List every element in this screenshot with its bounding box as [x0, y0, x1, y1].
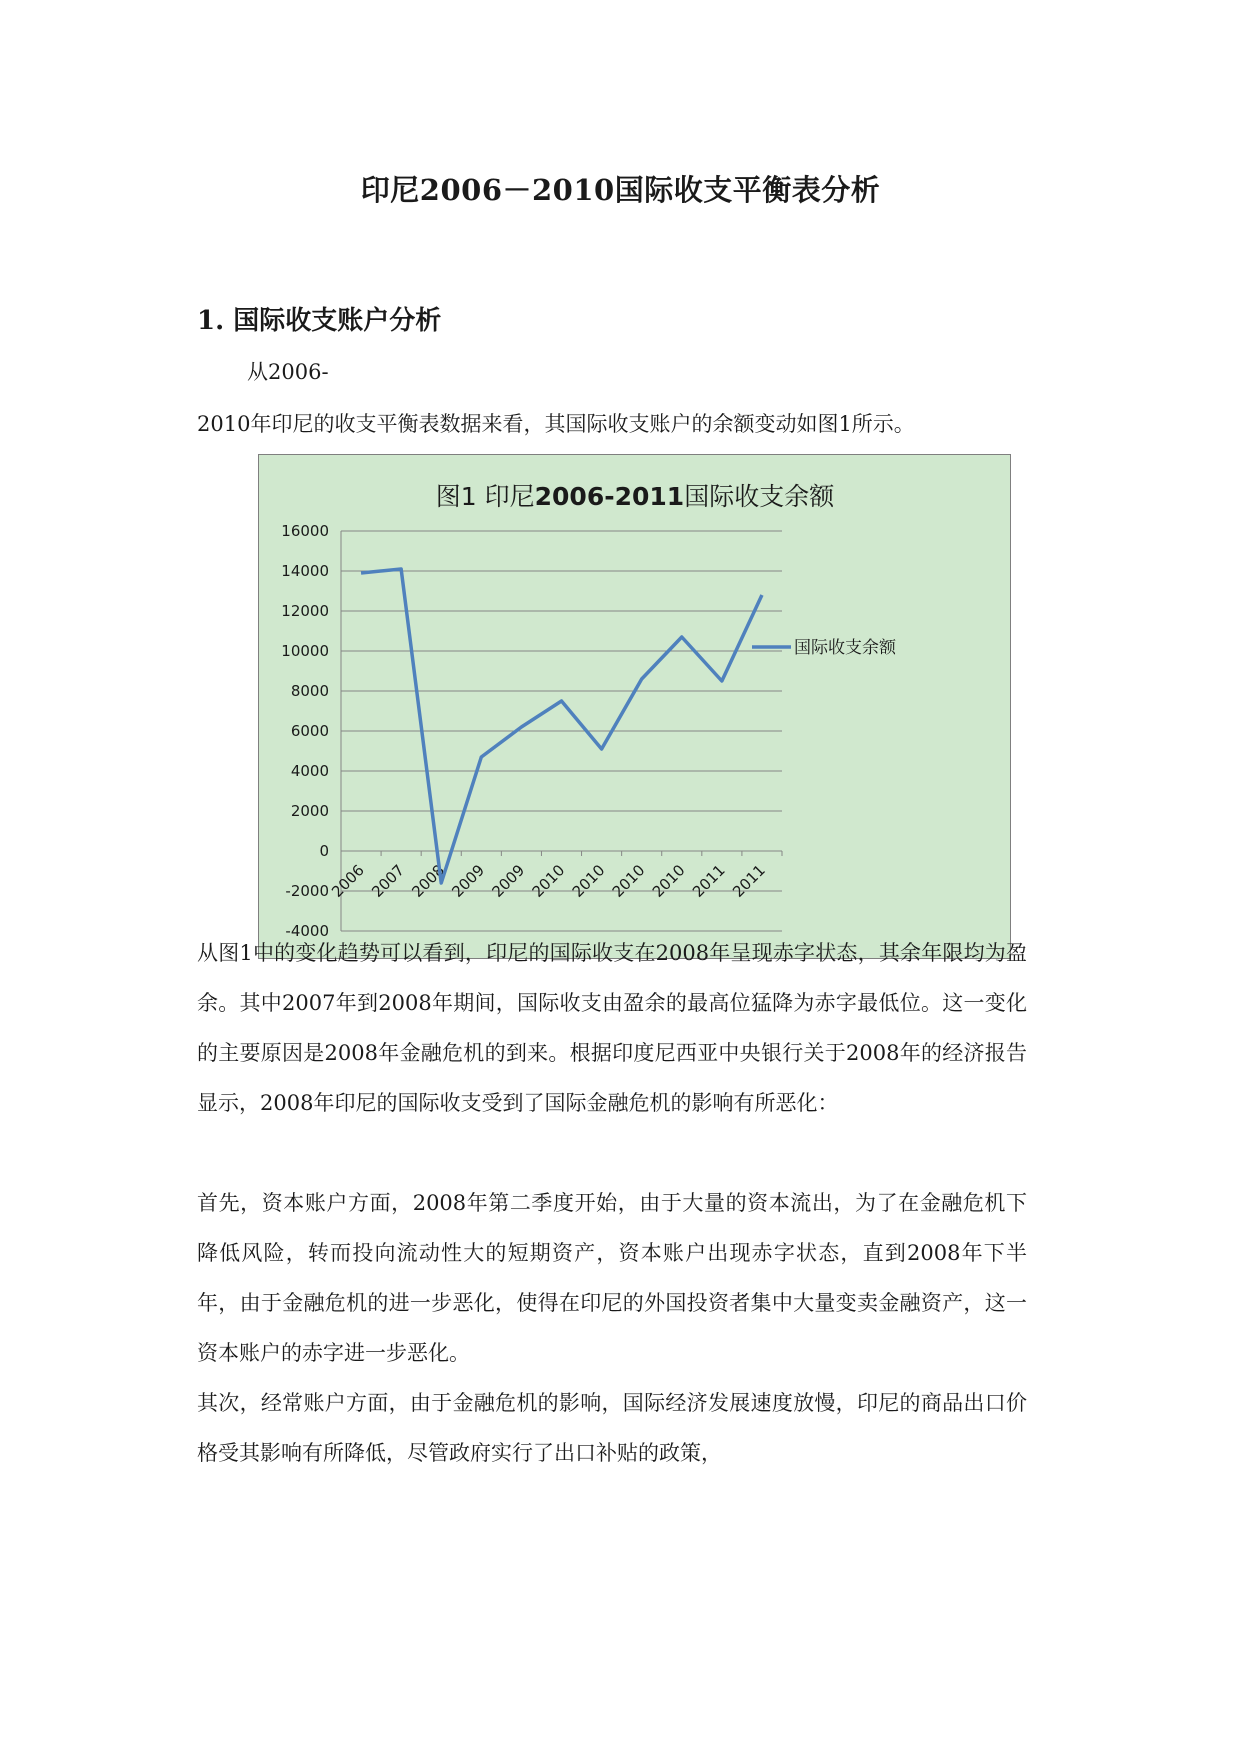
series-line: [361, 569, 762, 883]
paragraph-3: 其次，经常账户方面，由于金融危机的影响，国际经济发展速度放慢，印尼的商品出口价格受其影响有所降低，尽管政府实行了出口补贴的政策，: [197, 1391, 1027, 1465]
y-tick-label: 0: [319, 842, 329, 860]
x-tick-label: 2010: [528, 861, 569, 901]
x-tick-label: 2009: [488, 861, 529, 901]
section-heading: 1. 国际收支账户分析: [197, 306, 442, 336]
paragraph-2: 首先，资本账户方面，2008年第二季度开始，由于大量的资本流出，为了在金融危机下降低风险，转而投向流动性大的短期资产，资本账户出现赤字状态，直到2008年下半年，由于金融危机的进一步恶化，使得在印尼的外国投资者集中大量变卖金融资产，这一资本账户的赤字进一步恶化。: [197, 1191, 1027, 1365]
intro-text-line-2: 2010年印尼的收支平衡表数据来看，其国际收支账户的余额变动如图1所示。: [197, 412, 915, 436]
document-title: 印尼2006－2010国际收支平衡表分析: [360, 173, 881, 207]
paragraph-1: 从图1中的变化趋势可以看到，印尼的国际收支在2008年呈现赤字状态，其余年限均为盈余。其中2007年到2008年期间，国际收支由盈余的最高位猛降为赤字最低位。这一变化的主要原因是2008年金融危机的到来。根据印度尼西亚中央银行关于2008年的经济报告显示，2008年印尼的国际收支受到了国际金融危机的影响有所恶化：: [197, 941, 1027, 1115]
y-tick-label: 16000: [281, 522, 329, 540]
x-tick-label: 2010: [568, 861, 609, 901]
x-tick-label: 2010: [648, 861, 689, 901]
y-tick-label: 4000: [290, 762, 329, 780]
y-tick-label: -4000: [285, 922, 329, 940]
x-tick-label: 2009: [448, 861, 489, 901]
intro-text-line-1: 从2006-: [247, 360, 329, 384]
y-tick-label: 14000: [281, 562, 329, 580]
chart-title: 图1 印尼2006-2011国际收支余额: [435, 482, 835, 511]
y-tick-label: 6000: [290, 722, 329, 740]
y-tick-label: 10000: [281, 642, 329, 660]
y-tick-label: 8000: [290, 682, 329, 700]
y-tick-label: 12000: [281, 602, 329, 620]
x-tick-label: 2011: [729, 861, 769, 901]
x-tick-label: 2010: [608, 861, 649, 901]
x-tick-label: 2008: [408, 861, 449, 901]
y-tick-label: -2000: [285, 882, 329, 900]
chart-figure: [258, 454, 1011, 959]
x-tick-label: 2011: [688, 861, 729, 901]
x-tick-label: 2006: [328, 861, 368, 901]
y-tick-label: 2000: [290, 802, 329, 820]
line-chart: [259, 455, 1012, 960]
legend-label: 国际收支余额: [794, 638, 896, 658]
x-tick-label: 2007: [368, 861, 408, 901]
